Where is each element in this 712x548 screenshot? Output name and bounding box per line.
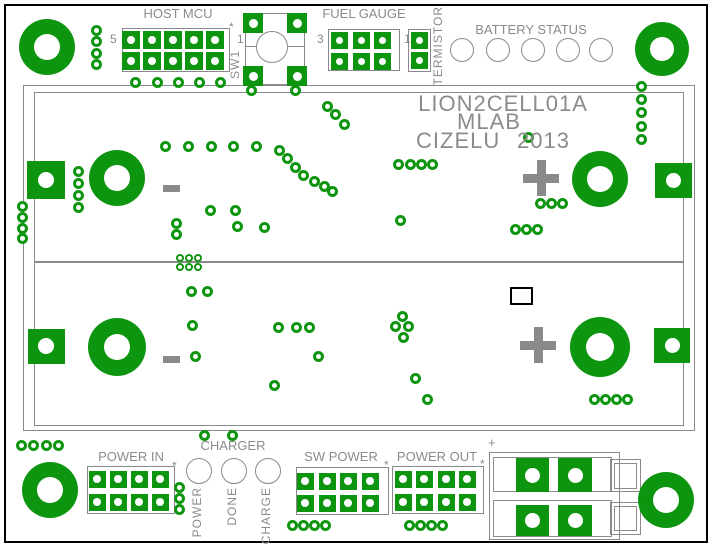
sw-power-header-pin (319, 495, 336, 512)
via (410, 373, 421, 384)
host-mcu-header-pin (185, 52, 203, 70)
sw-power-header-pin (319, 473, 336, 490)
drill-hole (249, 19, 258, 28)
drill-hole (416, 37, 423, 44)
drill-hole (525, 468, 540, 483)
power-out-header-pin (416, 494, 433, 511)
host-mcu-pin1-mark: * (229, 20, 234, 34)
terminal-clamp1-inner (614, 463, 637, 489)
via (194, 263, 202, 271)
via (327, 186, 338, 197)
battery-status-led (556, 38, 580, 62)
via (259, 222, 270, 233)
plus-mark (537, 160, 546, 196)
drill-hole (336, 58, 343, 65)
drill-hole (93, 498, 101, 506)
drill-hole (665, 338, 680, 353)
via (636, 94, 647, 105)
power-in-header-pin (152, 471, 169, 488)
via (535, 198, 546, 209)
via (521, 224, 532, 235)
via (546, 198, 557, 209)
drill-hole (463, 475, 471, 483)
drill-hole (156, 475, 164, 483)
power-out-header-pin (395, 494, 412, 511)
drill-hole (169, 57, 177, 65)
host-mcu-header-pin (122, 52, 140, 70)
via (622, 394, 633, 405)
drill-hole (586, 333, 614, 361)
via (636, 81, 647, 92)
via (53, 440, 64, 451)
through-hole-pad (654, 328, 690, 363)
drill-hole (127, 36, 135, 44)
via (636, 121, 647, 132)
sw-power-header-pin (340, 495, 357, 512)
through-hole-pad (243, 66, 263, 86)
mount-hole-pad (88, 318, 146, 376)
fuel-gauge-header-pin (331, 53, 348, 70)
via (251, 141, 262, 152)
via (176, 263, 184, 271)
power-out-header-pin (438, 494, 455, 511)
charger-led-power (186, 458, 212, 484)
drill-hole (568, 513, 583, 528)
fuel-gauge-header-pin (331, 32, 348, 49)
drill-hole (399, 475, 407, 483)
charger-label: CHARGER (200, 438, 266, 453)
via (298, 520, 309, 531)
drill-hole (156, 498, 164, 506)
via (194, 254, 202, 262)
via (17, 233, 28, 244)
drill-hole (301, 499, 309, 507)
via (287, 520, 298, 531)
battery-status-led (486, 38, 510, 62)
mount-hole-pad (19, 19, 75, 75)
via (174, 504, 185, 515)
drill-hole (323, 499, 331, 507)
power-out-header-pin (438, 471, 455, 488)
termistor-header-pin (411, 32, 428, 49)
drill-hole (379, 58, 386, 65)
mount-hole-pad (89, 150, 145, 206)
via (202, 286, 213, 297)
terminal-row1-outline (493, 457, 612, 492)
drill-hole (104, 165, 130, 191)
drill-hole (420, 475, 428, 483)
host-mcu-header-pin (122, 31, 140, 49)
drill-hole (135, 475, 143, 483)
via (194, 77, 205, 88)
charger-done-label: DONE (225, 487, 239, 526)
fuel-gauge-pin3-label: 3 (317, 32, 324, 46)
via (532, 224, 543, 235)
termistor-header-pin (411, 52, 428, 69)
sw-power-header-pin (340, 473, 357, 490)
drill-hole (358, 58, 365, 65)
through-hole-pad (516, 505, 549, 536)
battery-status-led (521, 38, 545, 62)
via (397, 311, 408, 322)
via (395, 215, 406, 226)
power-out-header-pin (459, 471, 476, 488)
through-hole-pad (558, 458, 592, 492)
mount-hole-pad (638, 472, 694, 528)
drill-hole (190, 36, 198, 44)
power-out-label: POWER OUT (396, 449, 478, 464)
drill-hole (344, 499, 352, 507)
via (232, 221, 243, 232)
via (28, 440, 39, 451)
via (557, 198, 568, 209)
mount-hole-pad (570, 317, 630, 377)
drill-hole (293, 19, 302, 28)
via (426, 520, 437, 531)
host-mcu-header-pin (164, 31, 182, 49)
drill-hole (323, 477, 331, 485)
via (313, 351, 324, 362)
sw-power-header-pin (297, 495, 314, 512)
via (330, 109, 341, 120)
fuel-gauge-header-pin (374, 53, 391, 70)
drill-hole (169, 36, 177, 44)
drill-hole (148, 57, 156, 65)
host-mcu-header-pin (206, 31, 224, 49)
drill-hole (148, 36, 156, 44)
via (393, 159, 404, 170)
via (190, 351, 201, 362)
host-mcu-header-pin (143, 52, 161, 70)
via (309, 176, 320, 187)
via (589, 394, 600, 405)
via (152, 77, 163, 88)
author-text: CIZELU (416, 128, 501, 153)
via (73, 202, 84, 213)
drill-hole (249, 72, 258, 81)
through-hole-pad (243, 13, 263, 33)
via (427, 159, 438, 170)
via (415, 520, 426, 531)
via (298, 170, 309, 181)
via (269, 380, 280, 391)
fuel-gauge-label: FUEL GAUGE (322, 6, 406, 21)
power-in-header-pin (110, 494, 127, 511)
drill-hole (568, 468, 583, 483)
drill-hole (399, 498, 407, 506)
via (611, 394, 622, 405)
via (205, 205, 216, 216)
via (174, 482, 185, 493)
drill-hole (653, 487, 679, 513)
charger-led-done (221, 458, 247, 484)
sw1-label: SW1 (228, 50, 242, 80)
via (91, 59, 102, 70)
drill-hole (114, 475, 122, 483)
power-in-header-pin (110, 471, 127, 488)
power-out-header-pin (459, 494, 476, 511)
power-in-label: POWER IN (98, 449, 164, 464)
terminal-clamp2-inner (614, 506, 637, 531)
drill-hole (416, 57, 423, 64)
terminal-polarity-label: + (488, 435, 496, 450)
via (304, 322, 315, 333)
via (185, 263, 193, 271)
via (309, 520, 320, 531)
via (206, 141, 217, 152)
sw-power-header-pin (297, 473, 314, 490)
battery-status-label: BATTERY STATUS (475, 22, 587, 37)
via (176, 254, 184, 262)
battery-holder-outline-inner (34, 92, 684, 426)
via (246, 85, 257, 96)
power-out-header-pin (395, 471, 412, 488)
drill-hole (104, 334, 130, 360)
via (185, 254, 193, 262)
org-text: MLAB (457, 109, 521, 134)
drill-hole (93, 475, 101, 483)
host-mcu-header-pin (206, 52, 224, 70)
host-mcu-header-pin (143, 31, 161, 49)
drill-hole (135, 498, 143, 506)
power-in-header-pin (131, 494, 148, 511)
cell-divider-line (34, 261, 684, 263)
via (416, 159, 427, 170)
drill-hole (463, 498, 471, 506)
via (636, 107, 647, 118)
drill-hole (211, 57, 219, 65)
fuel-gauge-header-pin (374, 32, 391, 49)
fuel-gauge-header-pin (353, 53, 370, 70)
drill-hole (38, 338, 54, 354)
sw-power-label: SW POWER (304, 449, 378, 464)
through-hole-pad (287, 66, 307, 86)
sw1-button-circle (256, 31, 288, 63)
drill-hole (38, 172, 54, 188)
host-mcu-pin5-label: 5 (110, 32, 117, 46)
via (290, 85, 301, 96)
via (228, 141, 239, 152)
power-out-header-pin (416, 471, 433, 488)
via (404, 520, 415, 531)
drill-hole (666, 173, 681, 188)
drill-hole (127, 57, 135, 65)
via (91, 48, 102, 59)
drill-hole (420, 498, 428, 506)
drill-hole (34, 34, 60, 60)
mount-hole-pad (22, 462, 78, 518)
via (17, 212, 28, 223)
through-hole-pad (28, 329, 65, 364)
via (405, 159, 416, 170)
drill-hole (442, 475, 450, 483)
battery-status-led (450, 38, 474, 62)
sw-power-header-pin (362, 473, 379, 490)
via (130, 77, 141, 88)
host-mcu-label: HOST MCU (143, 6, 213, 21)
drill-hole (366, 477, 374, 485)
plus-mark (534, 327, 543, 363)
drill-hole (336, 37, 343, 44)
via (73, 166, 84, 177)
via (282, 153, 293, 164)
via (73, 178, 84, 189)
drill-hole (358, 37, 365, 44)
via (17, 201, 28, 212)
power-in-header-pin (152, 494, 169, 511)
power-in-header-pin (89, 471, 106, 488)
through-hole-pad (655, 163, 692, 198)
year-text: 2013 (517, 128, 570, 153)
via (339, 119, 350, 130)
via (215, 77, 226, 88)
charger-led-charge (255, 458, 281, 484)
drill-hole (344, 477, 352, 485)
via (636, 134, 647, 145)
via (73, 190, 84, 201)
power-out-pin1-mark: * (480, 457, 485, 471)
sw-power-pin1-mark: * (384, 458, 389, 472)
drill-hole (525, 513, 540, 528)
minus-mark (163, 356, 180, 363)
drill-hole (442, 498, 450, 506)
sw-power-header-pin (362, 495, 379, 512)
drill-hole (301, 477, 309, 485)
drill-hole (211, 36, 219, 44)
drill-hole (379, 37, 386, 44)
termistor-label: TERMISTOR (431, 6, 445, 86)
terminal-row2-outline (493, 500, 612, 537)
drill-hole (293, 72, 302, 81)
via (186, 286, 197, 297)
charger-charge-label: CHARGE (259, 487, 273, 545)
power-in-pin1-mark: * (172, 459, 177, 473)
via (398, 332, 409, 343)
through-hole-pad (27, 161, 65, 199)
via (187, 320, 198, 331)
via (320, 520, 331, 531)
board-name-text: LION2CELL01A (418, 91, 588, 116)
minus-mark (163, 185, 180, 192)
drill-hole (37, 477, 63, 503)
via (160, 141, 171, 152)
host-mcu-header-pin (185, 31, 203, 49)
sw1-lead-right (288, 46, 305, 47)
battery-status-led (589, 38, 613, 62)
via (183, 141, 194, 152)
charger-power-label: POWER (190, 487, 204, 538)
mount-hole-pad (635, 22, 689, 76)
power-in-header-pin (89, 494, 106, 511)
drill-hole (190, 57, 198, 65)
via (17, 223, 28, 234)
via (173, 77, 184, 88)
through-hole-pad (516, 458, 549, 492)
via (600, 394, 611, 405)
host-mcu-pin1-label: 1 (237, 32, 244, 46)
drill-hole (650, 37, 674, 61)
via (174, 493, 185, 504)
fuel-gauge-header-pin (353, 32, 370, 49)
via (390, 321, 401, 332)
drill-hole (114, 498, 122, 506)
via (273, 322, 284, 333)
via (510, 224, 521, 235)
via (41, 440, 52, 451)
via (91, 25, 102, 36)
fuel-gauge-pin1-label: 1 (404, 32, 411, 46)
via (291, 322, 302, 333)
through-hole-pad (558, 505, 592, 536)
host-mcu-header-pin (164, 52, 182, 70)
via (230, 205, 241, 216)
via (91, 36, 102, 47)
via (422, 394, 433, 405)
through-hole-pad (287, 13, 307, 33)
power-in-header-pin (131, 471, 148, 488)
drill-hole (366, 499, 374, 507)
via (171, 218, 182, 229)
via (171, 229, 182, 240)
mount-hole-pad (572, 151, 628, 207)
drill-hole (587, 166, 613, 192)
via (403, 321, 414, 332)
via (437, 520, 448, 531)
component-outline-square (510, 287, 533, 305)
via (16, 440, 27, 451)
